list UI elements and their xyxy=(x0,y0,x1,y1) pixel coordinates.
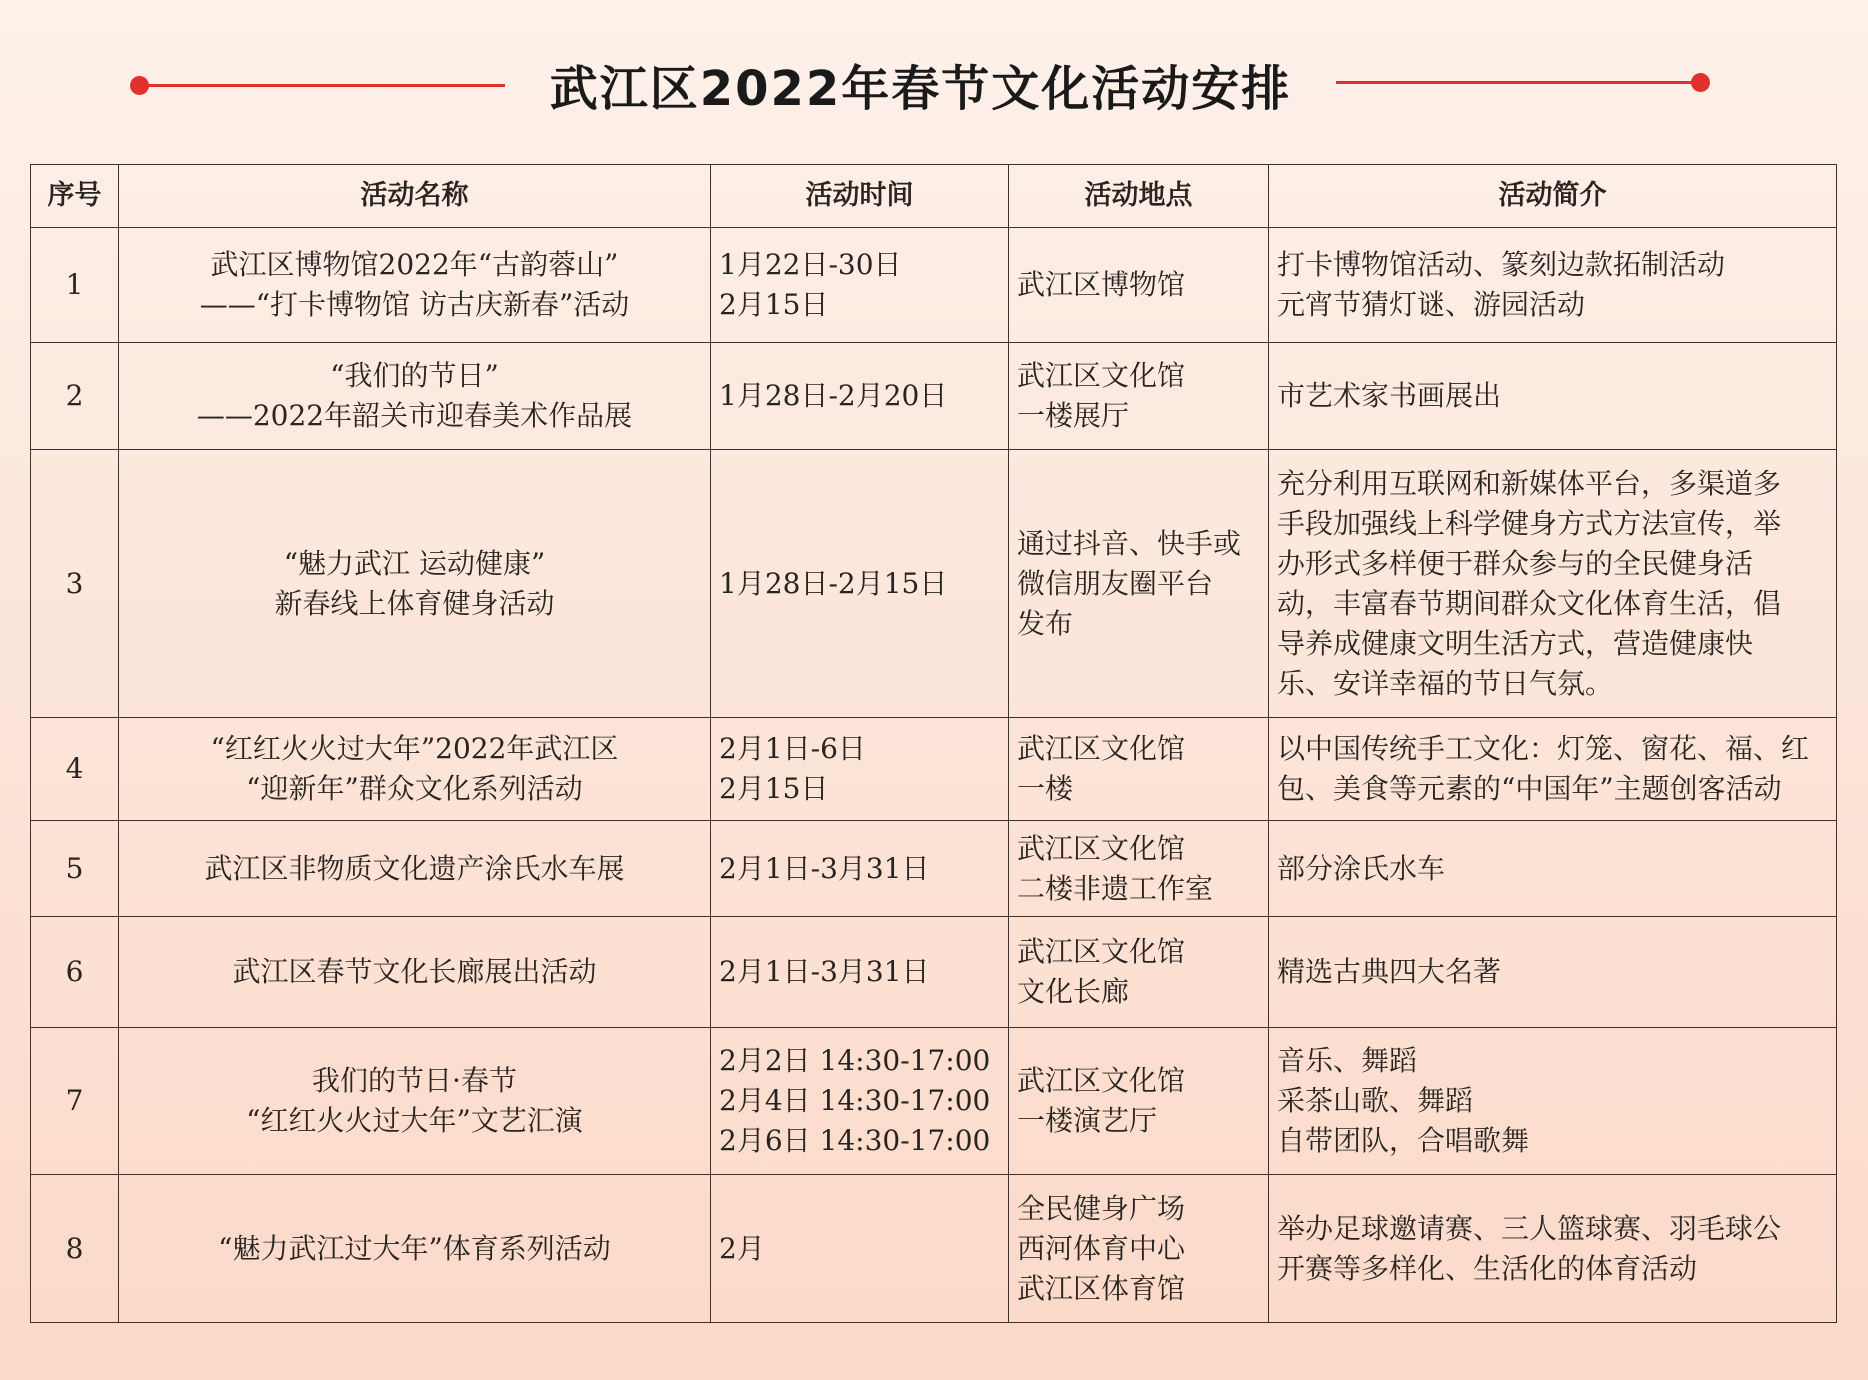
cell-time-line: 2月15日 xyxy=(719,772,829,805)
title-line-left xyxy=(140,84,505,87)
cell-name-line: 新春线上体育健身活动 xyxy=(274,586,555,620)
title-dot-right xyxy=(1691,73,1710,92)
cell-desc-line: 市艺术家书画展出 xyxy=(1277,379,1502,412)
cell-time-line: 1月22日-30日 xyxy=(719,248,902,281)
cell-place-line: 全民健身广场 xyxy=(1017,1191,1186,1225)
cell-idx: 5 xyxy=(31,821,119,917)
cell-place xyxy=(1009,343,1269,450)
cell-desc-line: 开赛等多样化、生活化的体育活动 xyxy=(1277,1251,1698,1285)
table-row xyxy=(31,821,1837,917)
cell-place xyxy=(1009,718,1269,821)
title-row xyxy=(0,40,1868,130)
cell-name-line: “魅力武江过大年”体育系列活动 xyxy=(218,1231,611,1265)
cell-place-line: 武江区体育馆 xyxy=(1017,1271,1186,1305)
cell-name xyxy=(119,917,711,1028)
cell-idx: 4 xyxy=(31,718,119,821)
cell-desc xyxy=(1269,917,1837,1028)
cell-place-line: 武江区博物馆 xyxy=(1017,268,1186,301)
cell-place-line: 通过抖音、快手或 xyxy=(1017,526,1242,560)
cell-name xyxy=(119,343,711,450)
cell-place-line: 武江区文化馆 xyxy=(1017,831,1186,865)
header-row xyxy=(31,165,1837,228)
cell-name xyxy=(119,1028,711,1175)
cell-place xyxy=(1009,917,1269,1028)
cell-time xyxy=(711,1028,1009,1175)
cell-desc-line: 元宵节猜灯谜、游园活动 xyxy=(1277,288,1586,321)
cell-place xyxy=(1009,1028,1269,1175)
header-idx: 序号 xyxy=(31,165,119,228)
page-title: 武江区2022年春节文化活动安排 xyxy=(549,61,1292,117)
cell-place-line: 一楼 xyxy=(1017,772,1074,805)
cell-time xyxy=(711,718,1009,821)
header-place: 活动地点 xyxy=(1009,165,1269,228)
cell-place-line: 微信朋友圈平台 xyxy=(1017,566,1214,600)
cell-desc-line: 以中国传统手工文化：灯笼、窗花、福、红 xyxy=(1277,732,1810,765)
cell-time-line: 2月1日-3月31日 xyxy=(719,955,930,988)
cell-time xyxy=(711,821,1009,917)
cell-time-line: 2月1日-3月31日 xyxy=(719,851,930,885)
cell-place-line: 一楼演艺厅 xyxy=(1017,1104,1158,1137)
cell-desc-line: 自带团队，合唱歌舞 xyxy=(1277,1124,1530,1157)
table-row xyxy=(31,917,1837,1028)
cell-place-line: 二楼非遗工作室 xyxy=(1017,871,1214,905)
cell-idx: 8 xyxy=(31,1175,119,1323)
cell-place-line: 武江区文化馆 xyxy=(1017,732,1186,765)
cell-desc xyxy=(1269,450,1837,718)
cell-desc xyxy=(1269,821,1837,917)
cell-place-line: 武江区文化馆 xyxy=(1017,359,1186,392)
cell-desc-line: 办形式多样便于群众参与的全民健身活 xyxy=(1277,546,1754,580)
cell-name-line: ——2022年韶关市迎春美术作品展 xyxy=(196,399,633,432)
cell-place-line: 一楼展厅 xyxy=(1017,399,1130,432)
cell-desc-line: 采茶山歌、舞蹈 xyxy=(1277,1084,1474,1117)
header-time: 活动时间 xyxy=(711,165,1009,228)
cell-time xyxy=(711,917,1009,1028)
cell-time-line: 2月1日-6日 xyxy=(719,732,866,765)
cell-time-line: 1月28日-2月15日 xyxy=(719,566,948,600)
cell-desc-line: 打卡博物馆活动、篆刻边款拓制活动 xyxy=(1277,248,1726,281)
cell-desc xyxy=(1269,1175,1837,1323)
cell-desc xyxy=(1269,1028,1837,1175)
cell-desc-line: 手段加强线上科学健身方式方法宣传，举 xyxy=(1277,506,1782,540)
cell-place xyxy=(1009,450,1269,718)
cell-time xyxy=(711,343,1009,450)
table-row xyxy=(31,343,1837,450)
cell-place xyxy=(1009,1175,1269,1323)
cell-desc xyxy=(1269,343,1837,450)
title-line-right xyxy=(1336,81,1701,84)
cell-time xyxy=(711,450,1009,718)
header-name: 活动名称 xyxy=(119,165,711,228)
cell-idx: 2 xyxy=(31,343,119,450)
cell-time-line: 1月28日-2月20日 xyxy=(719,379,948,412)
table-body xyxy=(31,228,1837,1323)
cell-name-line: 武江区春节文化长廊展出活动 xyxy=(232,955,597,988)
cell-name xyxy=(119,450,711,718)
cell-name-line: “我们的节日” xyxy=(330,359,499,392)
cell-name-line: “红红火火过大年”文艺汇演 xyxy=(246,1104,583,1137)
table-row xyxy=(31,450,1837,718)
cell-time-line: 2月2日 14:30-17:00 xyxy=(719,1044,991,1077)
cell-idx: 1 xyxy=(31,228,119,343)
cell-time xyxy=(711,228,1009,343)
cell-desc-line: 包、美食等元素的“中国年”主题创客活动 xyxy=(1277,772,1782,805)
cell-place-line: 文化长廊 xyxy=(1017,975,1130,1008)
cell-idx: 6 xyxy=(31,917,119,1028)
header-desc: 活动简介 xyxy=(1269,165,1837,228)
cell-name-line: ——“打卡博物馆 访古庆新春”活动 xyxy=(199,288,630,321)
cell-idx: 3 xyxy=(31,450,119,718)
cell-name-line: 我们的节日·春节 xyxy=(312,1064,517,1097)
cell-desc-line: 精选古典四大名著 xyxy=(1277,955,1502,988)
cell-desc-line: 音乐、舞蹈 xyxy=(1277,1044,1418,1077)
cell-name-line: 武江区博物馆2022年“古韵蓉山” xyxy=(210,248,619,281)
cell-time-line: 2月4日 14:30-17:00 xyxy=(719,1084,991,1117)
cell-place xyxy=(1009,821,1269,917)
cell-name xyxy=(119,1175,711,1323)
cell-time xyxy=(711,1175,1009,1323)
cell-name-line: “红红火火过大年”2022年武江区 xyxy=(210,732,619,765)
cell-desc-line: 部分涂氏水车 xyxy=(1277,851,1446,885)
cell-name-line: “魅力武江 运动健康” xyxy=(283,546,546,580)
cell-desc-line: 充分利用互联网和新媒体平台，多渠道多 xyxy=(1277,466,1782,500)
cell-time-line: 2月6日 14:30-17:00 xyxy=(719,1124,991,1157)
cell-place-line: 武江区文化馆 xyxy=(1017,1064,1186,1097)
table-row xyxy=(31,1028,1837,1175)
cell-time-line: 2月 xyxy=(719,1231,765,1265)
cell-place-line: 武江区文化馆 xyxy=(1017,935,1186,968)
cell-desc xyxy=(1269,718,1837,821)
cell-desc-line: 乐、安详幸福的节日气氛。 xyxy=(1277,666,1614,700)
table-row xyxy=(31,228,1837,343)
cell-name-line: “迎新年”群众文化系列活动 xyxy=(246,772,583,805)
cell-desc-line: 动，丰富春节期间群众文化体育生活，倡 xyxy=(1277,586,1782,620)
cell-place-line: 发布 xyxy=(1017,606,1074,640)
cell-place xyxy=(1009,228,1269,343)
cell-desc-line: 举办足球邀请赛、三人篮球赛、羽毛球公 xyxy=(1277,1211,1782,1245)
cell-time-line: 2月15日 xyxy=(719,288,829,321)
table-row xyxy=(31,1175,1837,1323)
cell-place-line: 西河体育中心 xyxy=(1017,1231,1186,1265)
cell-name-line: 武江区非物质文化遗产涂氏水车展 xyxy=(204,851,625,885)
schedule-table xyxy=(30,164,1837,1323)
cell-idx: 7 xyxy=(31,1028,119,1175)
table-row xyxy=(31,718,1837,821)
cell-name xyxy=(119,228,711,343)
cell-desc xyxy=(1269,228,1837,343)
cell-desc-line: 导养成健康文明生活方式，营造健康快 xyxy=(1277,626,1754,660)
cell-name xyxy=(119,821,711,917)
cell-name xyxy=(119,718,711,821)
